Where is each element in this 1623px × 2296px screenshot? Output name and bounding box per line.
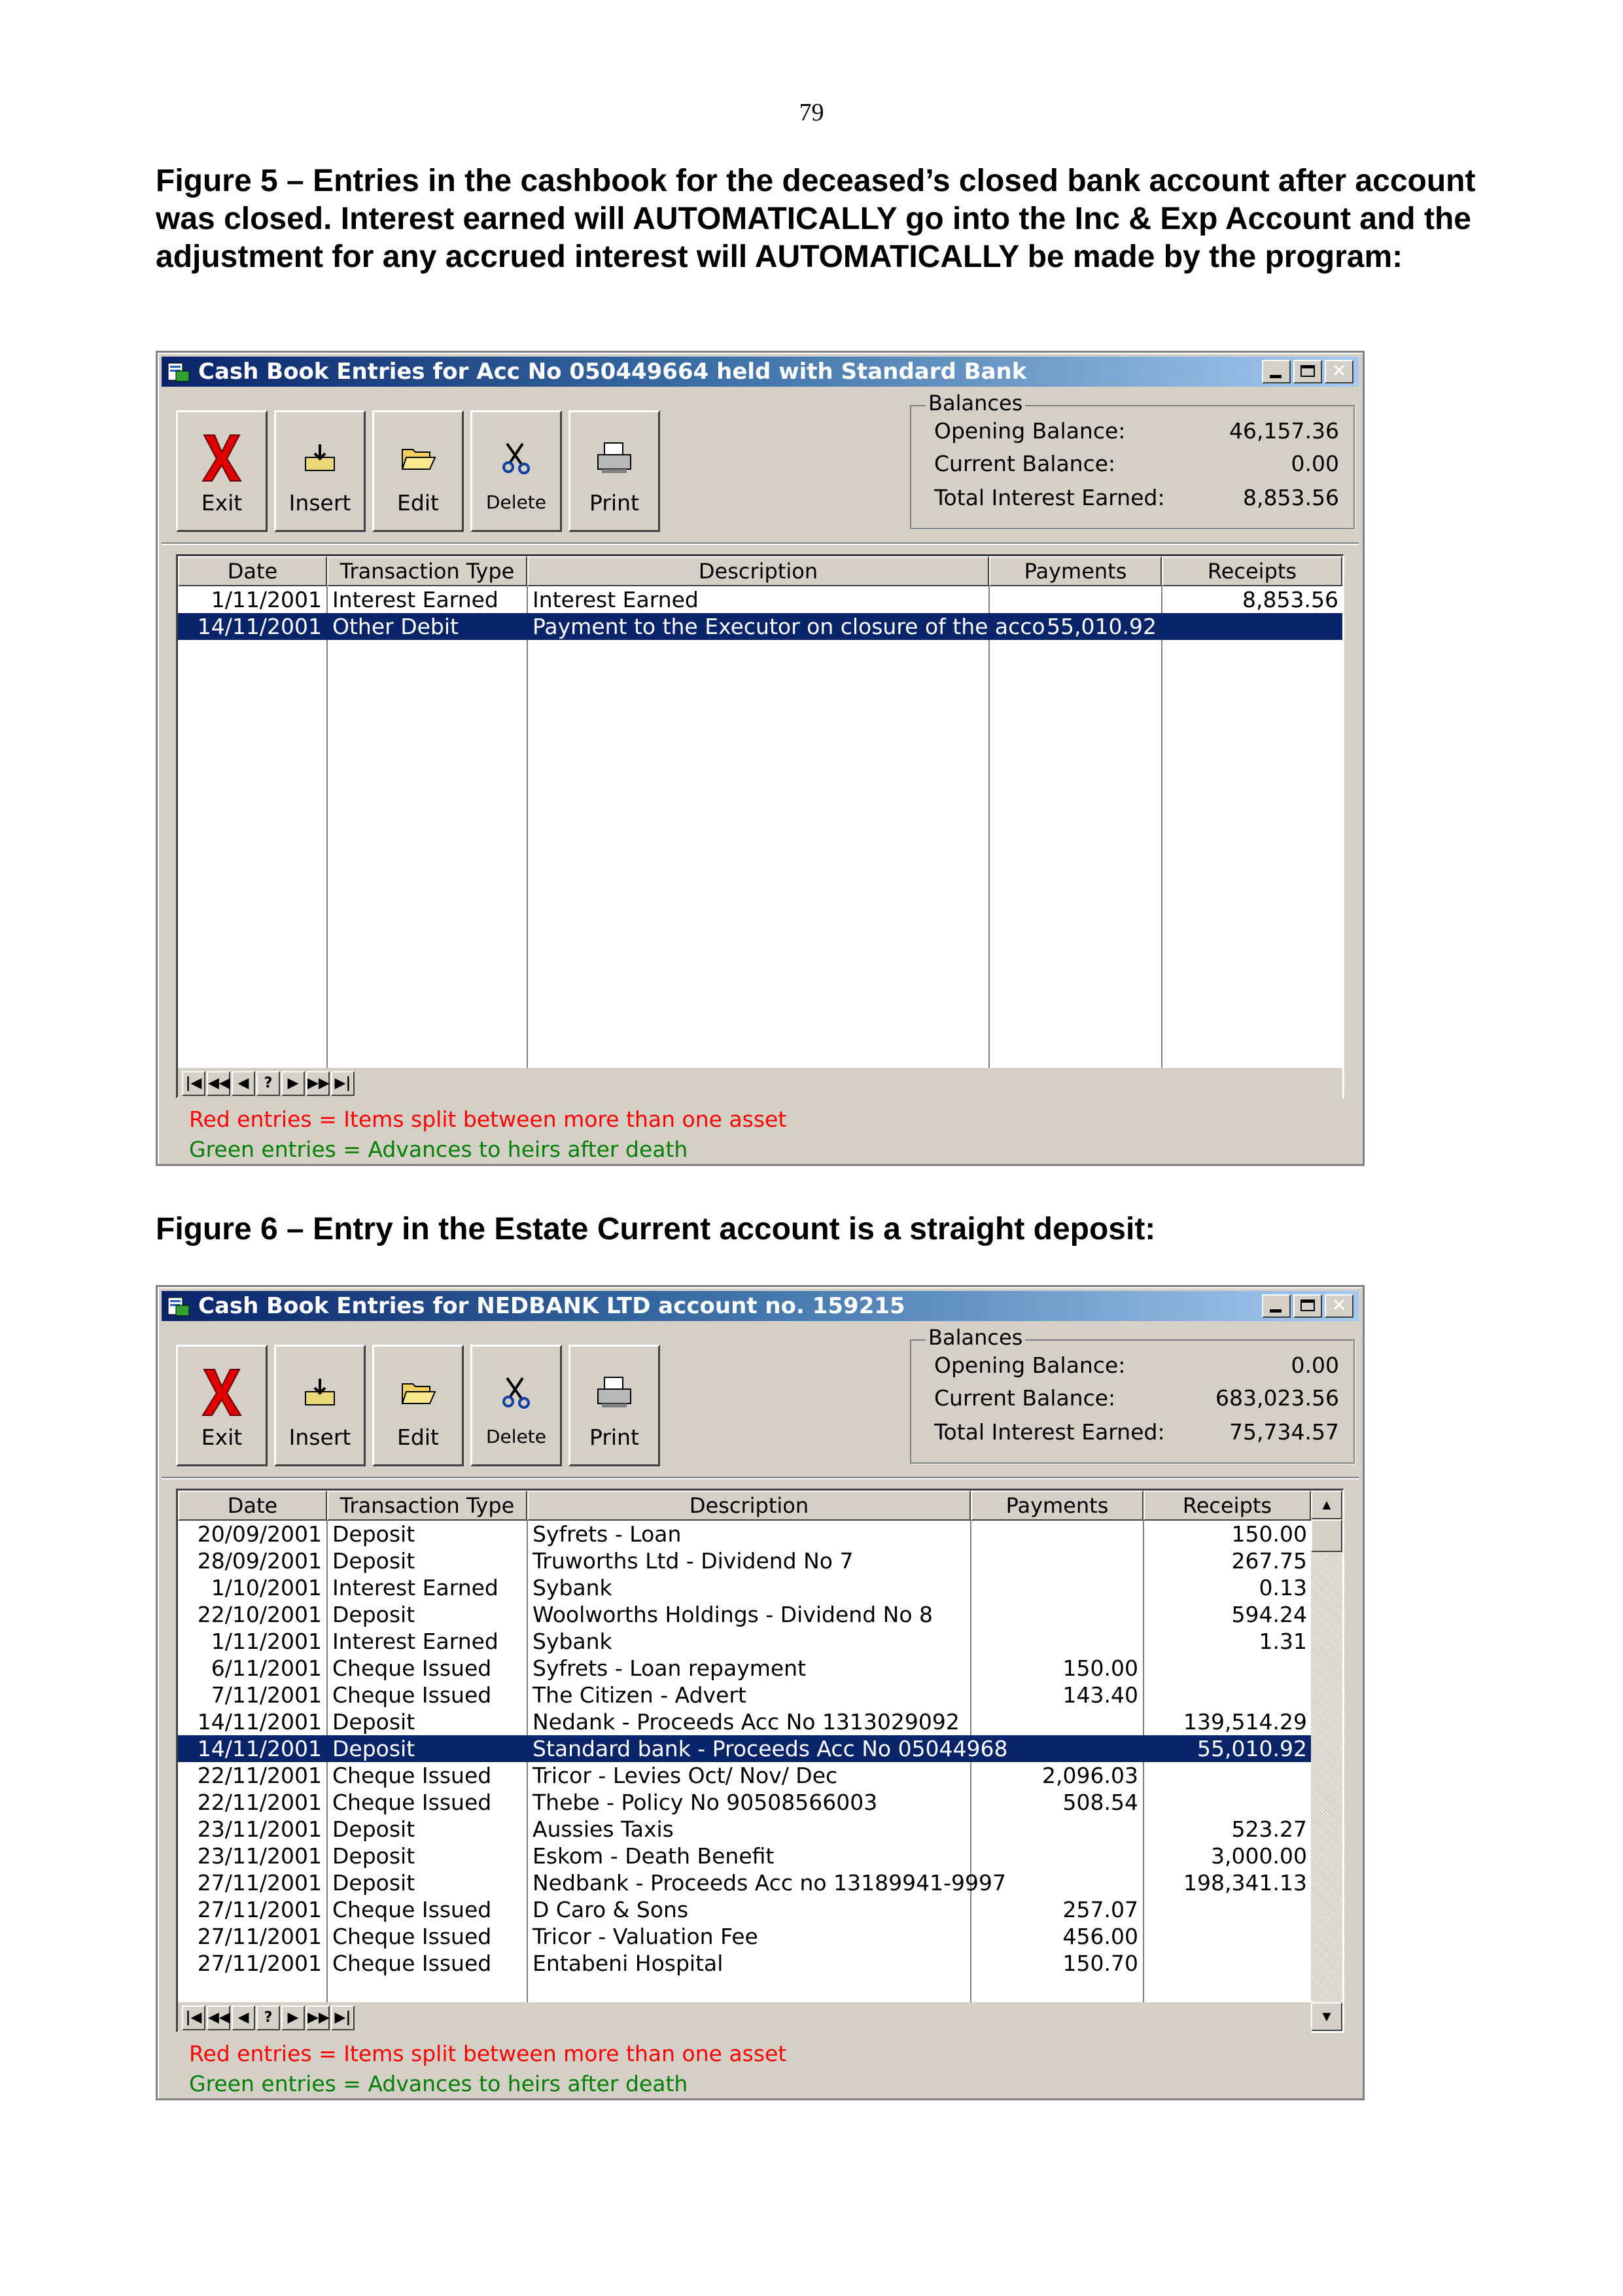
edit-button[interactable]	[372, 410, 464, 532]
window-title: Cash Book Entries for Acc No 050449664 held with Standard Bank	[198, 359, 1027, 385]
cell-payments	[971, 1628, 1142, 1655]
balances-legend: Balances	[926, 1325, 1025, 1350]
cell-description: Entabeni Hospital	[532, 1951, 724, 1976]
opening-balance-value: 0.00	[1291, 1352, 1339, 1378]
current-balance-label: Current Balance:	[934, 1385, 1116, 1411]
table-row[interactable]	[178, 1574, 1311, 1601]
cell-payments: 55,010.92	[1047, 614, 1157, 639]
exit-label: Exit	[201, 1424, 243, 1450]
figure-6-caption: Figure 6 – Entry in the Estate Current account is a straight deposit:	[156, 1212, 1156, 1246]
cell-receipts: 8,853.56	[1242, 587, 1338, 612]
table-row[interactable]	[178, 613, 1342, 640]
cell-payments	[971, 1735, 1142, 1762]
insert-label: Insert	[288, 490, 351, 516]
cell-description: Nedank - Proceeds Acc No 1313029092	[532, 1709, 960, 1735]
green-entries-legend: Green entries = Advances to heirs after death	[189, 2071, 688, 2096]
cell-receipts: 3,000.00	[1211, 1843, 1307, 1869]
record-navigator	[178, 1068, 1342, 1099]
last-record-icon[interactable]: ▶|	[331, 1071, 355, 1096]
cell-description: D Caro & Sons	[532, 1897, 689, 1922]
exit-button[interactable]	[176, 1345, 268, 1466]
cell-date: 1/11/2001	[211, 587, 322, 612]
table-row[interactable]	[178, 1789, 1311, 1816]
cell-date: 1/10/2001	[211, 1575, 322, 1600]
column-header-payments[interactable]: Payments	[971, 1491, 1143, 1521]
cell-type: Deposit	[332, 1521, 415, 1547]
table-row[interactable]	[178, 1735, 1311, 1762]
minimize-icon[interactable]	[1262, 1294, 1291, 1318]
table-row[interactable]	[178, 1655, 1311, 1682]
print-button[interactable]	[568, 1345, 660, 1466]
scroll-down-icon[interactable]: ▼	[1311, 2002, 1342, 2031]
cell-description: Eskom - Death Benefit	[532, 1843, 775, 1869]
cell-type: Cheque Issued	[332, 1897, 492, 1922]
printer-icon	[594, 1375, 635, 1410]
green-entries-legend: Green entries = Advances to heirs after death	[189, 1137, 688, 1162]
exit-button[interactable]	[176, 410, 268, 532]
cell-receipts	[1162, 613, 1342, 640]
exit-label: Exit	[201, 490, 243, 516]
edit-label: Edit	[397, 490, 439, 516]
cell-type: Deposit	[332, 1736, 415, 1761]
cell-receipts: 523.27	[1231, 1816, 1307, 1842]
cell-receipts: 594.24	[1231, 1602, 1307, 1627]
cell-receipts	[1143, 1655, 1311, 1682]
window-title: Cash Book Entries for NEDBANK LTD account no. 159215	[198, 1293, 905, 1319]
table-row[interactable]	[178, 1762, 1311, 1789]
cell-description: Tricor - Levies Oct/ Nov/ Dec	[532, 1763, 838, 1788]
cell-type: Cheque Issued	[332, 1655, 492, 1681]
cell-date: 1/11/2001	[211, 1629, 322, 1654]
cell-type: Interest Earned	[332, 1629, 498, 1654]
cell-description: Aussies Taxis	[532, 1816, 674, 1842]
cell-type: Cheque Issued	[332, 1790, 492, 1815]
cell-receipts: 55,010.92	[1197, 1736, 1307, 1761]
scroll-thumb[interactable]	[1311, 1519, 1342, 1552]
edit-button[interactable]	[372, 1345, 464, 1466]
cell-receipts: 198,341.13	[1183, 1870, 1307, 1896]
cell-date: 14/11/2001	[197, 614, 322, 639]
print-button[interactable]	[568, 410, 660, 532]
cell-payments: 456.00	[1062, 1924, 1138, 1949]
column-header-transaction-type[interactable]: Transaction Type	[327, 1491, 527, 1521]
opening-balance-label: Opening Balance:	[934, 1352, 1126, 1378]
cell-receipts: 1.31	[1259, 1629, 1307, 1654]
scissors-icon	[498, 1374, 534, 1411]
table-row[interactable]	[178, 1896, 1311, 1923]
cell-payments: 508.54	[1062, 1790, 1138, 1815]
cell-receipts	[1143, 1923, 1311, 1950]
first-record-icon[interactable]: |◀	[182, 2005, 205, 2030]
cell-date: 14/11/2001	[197, 1736, 322, 1761]
cell-description: Sybank	[532, 1575, 612, 1600]
minimize-icon[interactable]	[1262, 360, 1291, 383]
help-icon[interactable]: ?	[256, 1071, 280, 1096]
red-entries-legend: Red entries = Items split between more than one asset	[189, 1106, 787, 1132]
delete-button[interactable]	[470, 1345, 562, 1466]
transactions-grid[interactable]	[176, 554, 1344, 1099]
cell-date: 22/11/2001	[197, 1790, 322, 1815]
table-row[interactable]	[178, 1869, 1311, 1896]
page-number: 79	[799, 99, 824, 126]
next-page-icon[interactable]: ▶▶	[306, 2005, 330, 2030]
next-record-icon[interactable]: ▶	[281, 2005, 305, 2030]
cash-book-window-standard-bank	[156, 351, 1365, 1166]
cell-description: Interest Earned	[532, 587, 699, 612]
balances-group	[910, 391, 1355, 529]
table-row[interactable]	[178, 1628, 1311, 1655]
open-folder-icon	[400, 442, 436, 474]
scissors-icon	[498, 440, 534, 476]
cell-payments	[971, 1521, 1142, 1547]
cell-date: 23/11/2001	[197, 1843, 322, 1869]
cell-type: Deposit	[332, 1709, 415, 1735]
cell-date: 6/11/2001	[211, 1655, 322, 1681]
printer-icon	[594, 440, 635, 476]
table-row[interactable]	[178, 1950, 1311, 1977]
table-row[interactable]	[178, 1521, 1311, 1547]
scroll-up-icon[interactable]: ▲	[1311, 1491, 1342, 1519]
help-icon[interactable]: ?	[256, 2005, 280, 2030]
cell-payments	[971, 1843, 1142, 1869]
cell-date: 28/09/2001	[197, 1548, 322, 1574]
cell-receipts: 150.00	[1231, 1521, 1307, 1547]
cell-payments: 2,096.03	[1042, 1763, 1138, 1788]
cell-description: Nedbank - Proceeds Acc no 13189941-9997	[532, 1870, 1006, 1896]
cell-date: 27/11/2001	[197, 1951, 322, 1976]
red-x-icon	[199, 433, 245, 484]
title-bar[interactable]	[162, 357, 1359, 387]
column-header-receipts[interactable]: Receipts	[1162, 556, 1342, 586]
cell-date: 22/11/2001	[197, 1763, 322, 1788]
first-record-icon[interactable]: |◀	[182, 1071, 205, 1096]
cell-type: Cheque Issued	[332, 1763, 492, 1788]
insert-label: Insert	[288, 1424, 351, 1450]
cell-payments: 150.00	[1062, 1655, 1138, 1681]
cell-type: Cheque Issued	[332, 1951, 492, 1976]
previous-page-icon[interactable]: ◀◀	[207, 2005, 230, 2030]
table-row[interactable]	[178, 586, 1342, 613]
vertical-scrollbar[interactable]	[1311, 1491, 1342, 2031]
cell-date: 23/11/2001	[197, 1816, 322, 1842]
open-folder-icon	[400, 1376, 436, 1409]
insert-button[interactable]	[274, 1345, 366, 1466]
cell-receipts: 139,514.29	[1183, 1709, 1307, 1735]
print-label: Print	[589, 1424, 639, 1450]
cell-date: 27/11/2001	[197, 1870, 322, 1896]
column-header-transaction-type[interactable]: Transaction Type	[327, 556, 527, 586]
cell-date: 27/11/2001	[197, 1924, 322, 1949]
cell-type: Cheque Issued	[332, 1682, 492, 1708]
cell-receipts	[1143, 1896, 1311, 1923]
column-header-date[interactable]: Date	[178, 556, 327, 586]
transactions-grid[interactable]	[176, 1489, 1344, 2033]
cell-receipts	[1143, 1682, 1311, 1708]
cell-payments: 257.07	[1062, 1897, 1138, 1922]
cell-payments: 150.70	[1062, 1951, 1138, 1976]
cell-payments	[971, 1869, 1142, 1896]
cell-date: 20/09/2001	[197, 1521, 322, 1547]
table-row[interactable]	[178, 1816, 1311, 1843]
balances-group	[910, 1325, 1355, 1464]
opening-balance-value: 46,157.36	[1229, 418, 1339, 444]
figure-5-caption: Figure 5 – Entries in the cashbook for the deceased’s closed bank account after account was closed. Interest earned will AUTOMATICALLY go into the Inc & Exp Account and the adjustment for any accrued interest will AUTOMATICALLY be made by the program:	[156, 164, 1476, 274]
current-balance-value: 683,023.56	[1215, 1385, 1339, 1411]
cell-type: Interest Earned	[332, 1575, 498, 1600]
cell-type: Deposit	[332, 1843, 415, 1869]
cell-description: Syfrets - Loan repayment	[532, 1655, 807, 1681]
cell-payments	[989, 586, 1161, 613]
cell-description: Thebe - Policy No 90508566003	[532, 1790, 878, 1815]
cash-book-window-nedbank	[156, 1285, 1365, 2100]
cell-description: Payment to the Executor on closure of the acco	[532, 614, 1045, 639]
table-row[interactable]	[178, 1708, 1311, 1735]
close-icon[interactable]: ✕	[1325, 1294, 1353, 1318]
last-record-icon[interactable]: ▶|	[331, 2005, 355, 2030]
column-header-description[interactable]: Description	[527, 1491, 971, 1521]
cash-book-app-icon	[167, 1295, 190, 1317]
column-header-receipts[interactable]: Receipts	[1143, 1491, 1311, 1521]
maximize-icon[interactable]	[1293, 360, 1322, 383]
cell-payments: 143.40	[1062, 1682, 1138, 1708]
next-record-icon[interactable]: ▶	[281, 1071, 305, 1096]
table-row[interactable]	[178, 1547, 1311, 1574]
cell-payments	[971, 1601, 1142, 1628]
cell-type: Deposit	[332, 1816, 415, 1842]
cell-type: Deposit	[332, 1602, 415, 1627]
red-entries-legend: Red entries = Items split between more than one asset	[189, 2041, 787, 2066]
cell-receipts: 267.75	[1231, 1548, 1307, 1574]
insert-button[interactable]	[274, 410, 366, 532]
cell-description: Woolworths Holdings - Dividend No 8	[532, 1602, 933, 1627]
title-bar[interactable]	[162, 1291, 1359, 1321]
cell-description: Standard bank - Proceeds Acc No 05044968	[532, 1736, 1008, 1761]
cash-book-app-icon	[167, 361, 190, 383]
table-row[interactable]	[178, 1843, 1311, 1869]
cell-receipts	[1143, 1762, 1311, 1789]
previous-page-icon[interactable]: ◀◀	[207, 1071, 230, 1096]
print-label: Print	[589, 490, 639, 516]
cell-description: Truworths Ltd - Dividend No 7	[532, 1548, 854, 1574]
cell-receipts: 0.13	[1259, 1575, 1307, 1600]
opening-balance-label: Opening Balance:	[934, 418, 1126, 444]
total-interest-value: 8,853.56	[1243, 485, 1339, 510]
current-balance-label: Current Balance:	[934, 451, 1116, 476]
previous-record-icon[interactable]: ◀	[232, 1071, 255, 1096]
column-header-payments[interactable]: Payments	[989, 556, 1162, 586]
cell-receipts	[1143, 1789, 1311, 1816]
insert-icon	[302, 1376, 338, 1409]
close-icon[interactable]: ✕	[1325, 360, 1353, 383]
cell-type: Interest Earned	[332, 587, 498, 612]
previous-record-icon[interactable]: ◀	[232, 2005, 255, 2030]
cell-payments	[971, 1574, 1142, 1601]
red-x-icon	[199, 1367, 245, 1418]
table-row[interactable]	[178, 1682, 1311, 1708]
total-interest-label: Total Interest Earned:	[934, 485, 1165, 510]
total-interest-label: Total Interest Earned:	[934, 1419, 1165, 1445]
cell-description: Sybank	[532, 1629, 612, 1654]
column-header-description[interactable]: Description	[527, 556, 989, 586]
balances-legend: Balances	[926, 391, 1025, 415]
cell-description: The Citizen - Advert	[532, 1682, 746, 1708]
record-navigator	[178, 2002, 1311, 2034]
delete-label: Delete	[486, 491, 546, 513]
insert-icon	[302, 442, 338, 474]
total-interest-value: 75,734.57	[1229, 1419, 1339, 1445]
cell-type: Cheque Issued	[332, 1924, 492, 1949]
cell-payments	[971, 1816, 1142, 1843]
cell-date: 14/11/2001	[197, 1709, 322, 1735]
current-balance-value: 0.00	[1291, 451, 1339, 476]
cell-date: 27/11/2001	[197, 1897, 322, 1922]
cell-payments	[971, 1547, 1142, 1574]
cell-description: Tricor - Valuation Fee	[532, 1924, 758, 1949]
cell-type: Deposit	[332, 1870, 415, 1896]
table-row[interactable]	[178, 1601, 1311, 1628]
cell-date: 22/10/2001	[197, 1602, 322, 1627]
cell-receipts	[1143, 1950, 1311, 1977]
edit-label: Edit	[397, 1424, 439, 1450]
cell-type: Deposit	[332, 1548, 415, 1574]
maximize-icon[interactable]	[1293, 1294, 1322, 1318]
column-header-date[interactable]: Date	[178, 1491, 327, 1521]
delete-label: Delete	[486, 1426, 546, 1447]
delete-button[interactable]	[470, 410, 562, 532]
cell-description: Syfrets - Loan	[532, 1521, 682, 1547]
cell-date: 7/11/2001	[211, 1682, 322, 1708]
cell-type: Other Debit	[332, 614, 459, 639]
next-page-icon[interactable]: ▶▶	[306, 1071, 330, 1096]
table-row[interactable]	[178, 1923, 1311, 1950]
cell-payments	[971, 1708, 1142, 1735]
